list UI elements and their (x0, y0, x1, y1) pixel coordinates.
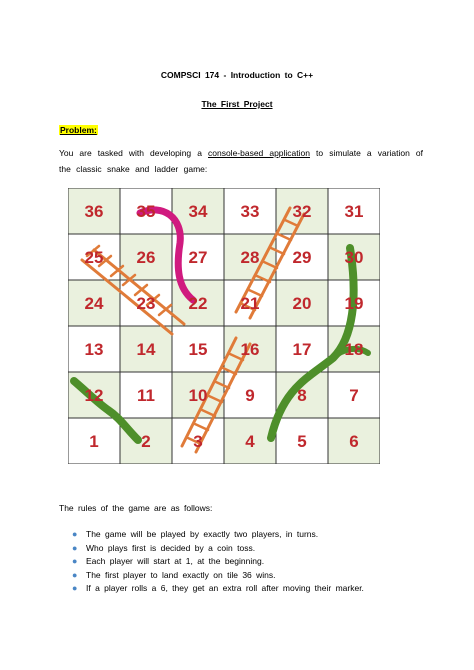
tile-number: 25 (84, 248, 104, 267)
rule-item (72, 582, 364, 596)
bullet-icon: ● (72, 556, 78, 566)
tile-number: 23 (136, 294, 156, 313)
bullet-icon: ● (72, 583, 78, 593)
tile-number: 10 (188, 386, 208, 405)
tile-number: 18 (344, 340, 364, 359)
tile-number: 19 (344, 294, 364, 313)
rule-item (72, 569, 364, 583)
rule-item (72, 555, 364, 569)
bullet-icon: ● (72, 529, 78, 539)
tile-number: 15 (188, 340, 208, 359)
tile-number: 24 (84, 294, 104, 313)
tile-number: 21 (240, 294, 260, 313)
tile-number: 30 (344, 248, 364, 267)
rule-text: The first player to land exactly on tile 36 wins. (86, 569, 276, 580)
tile-number: 9 (245, 386, 255, 405)
tile-number: 35 (136, 202, 156, 221)
tile-number: 1 (89, 432, 99, 451)
rules-list (72, 528, 364, 596)
tile-number: 26 (136, 248, 156, 267)
problem-label: Problem: (60, 125, 97, 135)
tile-number: 7 (349, 386, 359, 405)
tile-number: 6 (349, 432, 359, 451)
tile-number: 11 (137, 386, 155, 405)
snakes-and-ladders-board (68, 188, 380, 464)
bullet-icon: ● (72, 542, 78, 553)
rule-text: If a player rolls a 6, they get an extra roll after moving their marker. (86, 583, 364, 593)
tile-number: 12 (84, 386, 104, 405)
tile-number: 32 (292, 202, 312, 221)
rule-item (72, 528, 364, 542)
course-title: COMPSCI 174 - Introduction to C++ (160, 70, 314, 80)
console-app-link-text: console-based application (208, 148, 310, 158)
rules-intro: The rules of the game are as follows: (59, 503, 213, 513)
tile-number: 22 (188, 294, 208, 313)
tile-number: 3 (193, 432, 203, 451)
tile-number: 20 (292, 294, 312, 313)
bullet-icon: ● (72, 569, 78, 580)
tile-number: 4 (245, 432, 255, 451)
rule-item (72, 542, 364, 556)
tile-number: 34 (188, 202, 208, 221)
tile-number: 28 (240, 248, 260, 267)
problem-paragraph (59, 145, 423, 177)
tile-number: 31 (344, 202, 364, 221)
problem-text-end: to simulate a variation of the classic snake and ladder game: (59, 148, 423, 174)
rule-text: Who plays first is decided by a coin toss. (86, 542, 256, 553)
tile-number: 8 (297, 386, 307, 405)
rule-text: The game will be played by exactly two players, in turns. (86, 529, 319, 539)
tile-number: 29 (292, 248, 312, 267)
rule-text: Each player will start at 1, at the beginning. (86, 556, 265, 566)
tile-number: 36 (84, 202, 104, 221)
tile-number: 14 (136, 340, 156, 359)
problem-text-start: You are tasked with developing a (59, 148, 208, 158)
tile-number: 27 (188, 248, 208, 267)
tile-number: 17 (292, 340, 312, 359)
tile-number: 2 (141, 432, 151, 451)
tile-number: 13 (84, 340, 104, 359)
tile-number: 33 (240, 202, 260, 221)
tile-number: 16 (240, 340, 260, 359)
tile-number: 5 (297, 432, 307, 451)
project-title: The First Project (201, 99, 273, 109)
